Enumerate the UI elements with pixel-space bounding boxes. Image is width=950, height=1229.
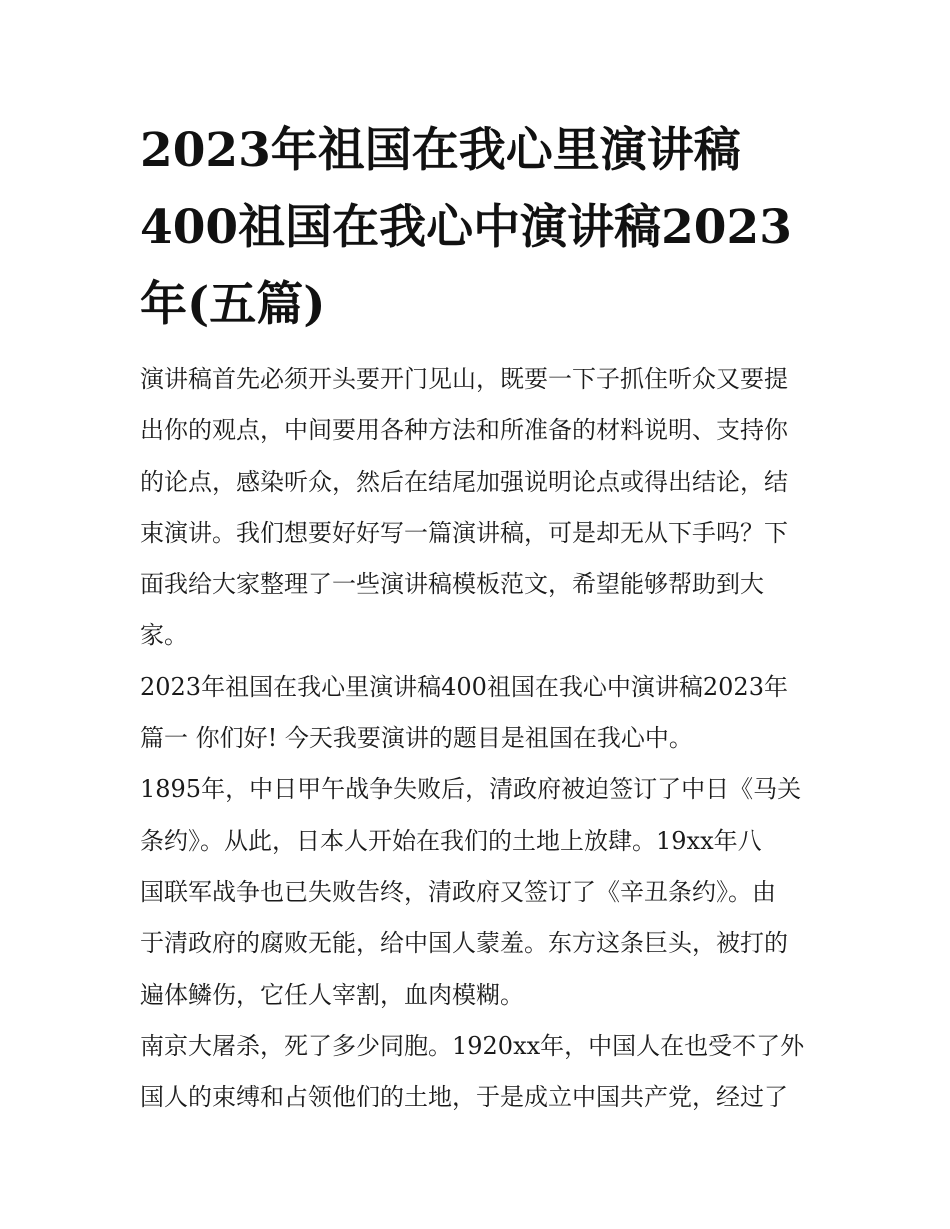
- text-line: 家。: [140, 621, 188, 650]
- text-line: 国人的束缚和占领他们的土地，于是成立中国共产党，经过了: [140, 1083, 788, 1112]
- intro-paragraph: [140, 354, 820, 662]
- title-line: 年(五篇): [140, 277, 326, 332]
- history-paragraph: [140, 764, 820, 1020]
- title-line: 400祖国在我心中演讲稿2023: [140, 200, 792, 255]
- text-line: 出你的观点，中间要用各种方法和所准备的材料说明、支持你: [140, 416, 788, 445]
- text-line: 国联军战争也已失败告终，清政府又签订了《辛丑条约》。由: [140, 877, 776, 906]
- section-heading-paragraph: [140, 662, 820, 765]
- document-title: [140, 112, 820, 343]
- text-line: 2023年祖国在我心里演讲稿400祖国在我心中演讲稿2023年: [140, 672, 788, 701]
- text-line: 条约》。从此，日本人开始在我们的土地上放肆。19xx年八: [140, 826, 762, 855]
- title-line: 2023年祖国在我心里演讲稿: [140, 123, 741, 178]
- text-line: 遍体鳞伤，它任人宰割，血肉模糊。: [140, 980, 524, 1009]
- text-line: 演讲稿首先必须开头要开门见山，既要一下子抓住听众又要提: [140, 365, 788, 393]
- text-line: 于清政府的腐败无能，给中国人蒙羞。东方这条巨头，被打的: [140, 929, 788, 958]
- nanjing-paragraph: [140, 1021, 820, 1124]
- document-body: [140, 354, 820, 1123]
- text-line: 篇一 你们好! 今天我要演讲的题目是祖国在我心中。: [140, 724, 693, 753]
- text-line: 的论点，感染听众，然后在结尾加强说明论点或得出结论，结: [140, 467, 788, 496]
- text-line: 束演讲。我们想要好好写一篇演讲稿，可是却无从下手吗？下: [140, 518, 788, 547]
- text-line: 面我给大家整理了一些演讲稿模板范文，希望能够帮助到大: [140, 570, 764, 599]
- text-line: 南京大屠杀，死了多少同胞。1920xx年，中国人在也受不了外: [140, 1031, 805, 1060]
- text-line: 1895年，中日甲午战争失败后，清政府被迫签订了中日《马关: [140, 775, 802, 804]
